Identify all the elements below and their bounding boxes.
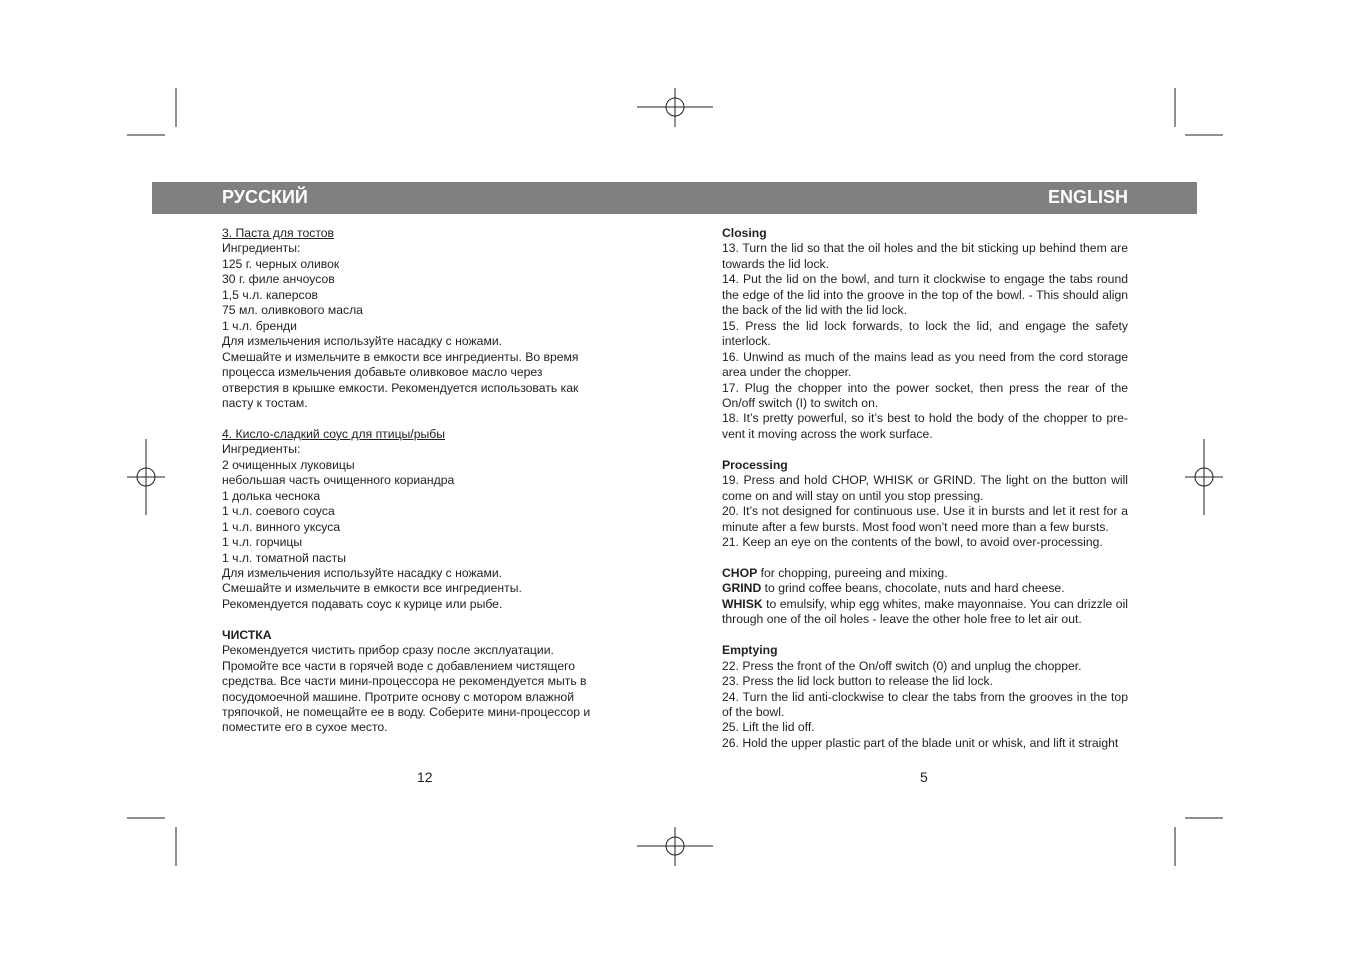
emptying-step: 25. Lift the lid off. [722,720,815,735]
closing-step: 15. Press the lid lock forwards, to lock the lid, and engage the safety interlock. [722,318,1128,349]
text-line: Рекомендуется чистить прибор сразу после эксплуатации. [222,643,554,658]
section3-title: 3. Паста для тостов [222,226,335,240]
header-russian-title: РУССКИЙ [222,187,308,207]
text-line: 1 ч.л. винного уксуса [222,519,341,534]
section3-body [222,241,642,411]
text-line: Для измельчения используйте насадку с ножами. [222,334,503,349]
text-line: поместите его в сухое место. [222,720,388,735]
registration-target-bottom [637,827,713,866]
mode-chop [722,566,1128,581]
registration-target-left [127,439,165,515]
closing-step: 17. Plug the chopper into the power socket, then press the rear of the On/off switch (I) to switch on. [722,380,1128,410]
text-line: 1,5 ч.л. каперсов [222,287,318,302]
text-line: 1 ч.л. томатной пасты [222,550,346,565]
cleaning-body [222,643,642,736]
emptying-step: 26. Hold the upper plastic part of the blade unit or whisk, and lift it straight [722,735,1119,750]
processing-step: 19. Press and hold CHOP, WHISK or GRIND. The light on the button will come on and will stay on until you stop pressing. [722,473,1128,503]
page-number-left: 12 [417,769,433,785]
text-line: Смешайте и измельчите в емкости все ингредиенты. Во время [222,349,579,364]
closing-step: 16. Unwind as much of the mains lead as you need from the cord storage area under the chopper. [722,349,1128,380]
emptying-step: 24. Turn the lid anti-clockwise to clear the tabs from the grooves in the top of the bowl. [722,689,1128,719]
mode-term: CHOP [722,565,758,580]
text-line: 125 г. черных оливок [222,256,340,271]
text-line: пасту к тостам. [222,395,308,410]
closing-step: 18. It’s pretty powerful, so it’s best to hold the body of the chopper to pre-vent it moving across the work surface. [722,411,1128,441]
text-line: посудомоечной машине. Протрите основу с мотором влажной [222,689,575,704]
emptying-step: 22. Press the front of the On/off switch (0) and unplug the chopper. [722,658,1082,673]
crop-mark-bottom-left [127,818,176,866]
text-line: процесса измельчения добавьте оливковое масло через [222,365,543,380]
text-line: Промойте все части в горячей воде с добавлением чистящего [222,658,576,673]
section4-body [222,442,642,612]
processing-title: Processing [722,457,788,472]
crop-mark-bottom-right [1175,818,1223,866]
text-line: средства. Все части мини-процессора не рекомендуется мыть в [222,674,587,689]
text-line: Смешайте и измельчите в емкости все ингредиенты. [222,581,522,596]
text-line: 1 долька чеснока [222,488,321,503]
mode-term: WHISK [722,596,763,611]
text-line: Рекомендуется подавать соус к курице или рыбе. [222,596,503,611]
emptying-title: Emptying [722,643,778,658]
language-header-bar [152,182,1197,214]
header-english-title: ENGLISH [1047,187,1128,207]
english-column [722,226,1128,751]
mode-desc: for chopping, pureeing and mixing. [757,565,948,580]
mode-desc: to grind coffee beans, chocolate, nuts and hard cheese. [761,581,1065,596]
section4-title: 4. Кисло-сладкий соус для птицы/рыбы [222,426,445,441]
closing-step: 13. Turn the lid so that the oil holes and the bit sticking up behind them are towards the lid lock. [722,241,1128,271]
text-line: 1 ч.л. бренди [222,318,297,333]
closing-step: 14. Put the lid on the bowl, and turn it clockwise to engage the tabs round the edge of the lid into the groove in the top of the bowl. - This should align the back of the lid with the lid lock. [722,272,1128,318]
cleaning-title: ЧИСТКА [222,627,272,642]
text-line: 2 очищенных луковицы [222,457,355,472]
mode-term: GRIND [722,581,762,596]
registration-target-top [637,88,713,127]
text-line: небольшая часть очищенного кориандра [222,473,455,488]
mode-desc: to emulsify, whip egg whites, make mayonnaise. You can drizzle oil through one of the oil holes - leave the other hole free to let air out. [722,596,1128,627]
text-line: 75 мл. оливкового масла [222,303,363,318]
text-line: Ингредиенты: [222,241,301,256]
page-number-right: 5 [920,769,928,785]
crop-mark-top-right [1175,88,1223,135]
mode-grind [722,581,1128,596]
closing-title: Closing [722,226,767,240]
text-line: тряпочкой, не помещайте ее в воду. Соберите мини-процессор и [222,705,591,720]
text-line: Ингредиенты: [222,442,301,457]
text-line: 1 ч.л. горчицы [222,535,303,550]
registration-target-right [1185,439,1223,515]
mode-whisk [722,597,1128,628]
text-line: отверстия в крышке емкости. Рекомендуется использовать как [222,380,579,395]
russian-column [222,226,642,736]
text-line: 1 ч.л. соевого соуса [222,504,335,519]
crop-mark-top-left [127,88,176,135]
processing-step: 21. Keep an eye on the contents of the bowl, to avoid over-processing. [722,535,1103,550]
text-line: 30 г. филе анчоусов [222,272,335,287]
processing-step: 20. It’s not designed for continuous use. Use it in bursts and let it rest for a minute after a few bursts. Most food won’t need more than a few bursts. [722,504,1128,534]
text-line: Для измельчения используйте насадку с ножами. [222,565,503,580]
emptying-step: 23. Press the lid lock button to release the lid lock. [722,674,993,689]
